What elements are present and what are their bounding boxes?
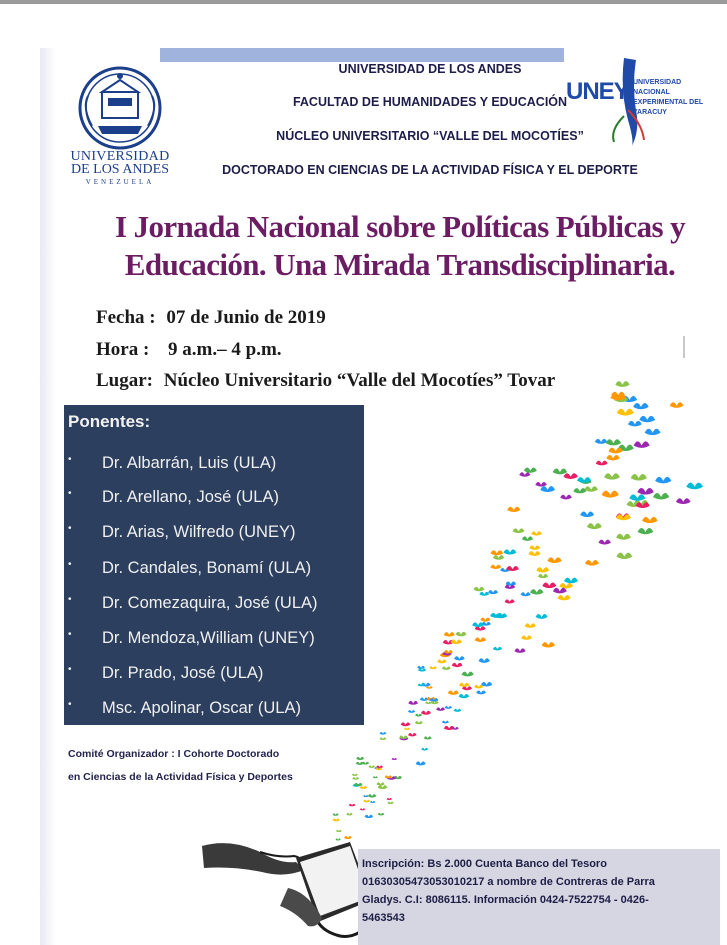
- ponente-name: Dr. Arias, Wilfredo (UNEY): [102, 523, 296, 541]
- uney-subtitle-line2: EXPERIMENTAL DEL YARACUY: [633, 99, 704, 116]
- lugar-value: Núcleo Universitario “Valle del Mocotíes” Tovar: [163, 370, 556, 391]
- bird-icon: [514, 648, 525, 652]
- bird-icon: [542, 582, 556, 588]
- event-title-line2: Educación. Una Mirada Transdisciplinaria.: [124, 247, 676, 282]
- ponente-item: [68, 594, 360, 624]
- bird-icon: [653, 493, 669, 499]
- bird-icon: [536, 567, 549, 572]
- bird-icon: [616, 553, 632, 559]
- bird-icon: [573, 488, 586, 493]
- bird-icon: [475, 637, 486, 642]
- bird-icon: [655, 477, 671, 484]
- bird-icon: [480, 618, 490, 622]
- bullet-icon: •: [68, 488, 72, 499]
- ponente-name: Dr. Albarrán, Luis (ULA): [102, 454, 277, 472]
- bird-icon: [628, 421, 642, 427]
- uney-subtitle: [633, 78, 713, 118]
- bird-icon: [686, 483, 703, 490]
- ponente-name: Dr. Prado, José (ULA): [102, 664, 264, 682]
- bird-icon: [608, 448, 622, 454]
- bird-icon: [365, 815, 374, 818]
- bird-icon: [426, 686, 433, 689]
- registration-info: [362, 855, 718, 927]
- bird-icon: [436, 707, 445, 711]
- hands-with-book-illustration: [200, 828, 375, 940]
- lugar-label: Lugar:: [96, 370, 153, 391]
- bird-icon: [553, 588, 567, 594]
- bird-icon: [538, 574, 548, 578]
- bird-icon: [596, 461, 608, 466]
- bird-icon: [670, 402, 684, 408]
- bird-icon: [442, 666, 451, 670]
- event-time: [96, 339, 282, 361]
- uney-subtitle-line1: UNIVERSIDAD NACIONAL: [633, 79, 682, 96]
- bird-icon: [416, 761, 426, 765]
- bird-icon: [404, 728, 410, 730]
- hora-label: Hora :: [96, 339, 150, 360]
- bird-icon: [380, 737, 387, 740]
- ula-logo-text: [58, 150, 182, 189]
- bird-icon: [584, 486, 598, 492]
- bird-icon: [564, 578, 578, 584]
- bird-icon: [639, 416, 655, 422]
- bird-icon: [373, 776, 378, 778]
- bird-icon: [360, 808, 365, 810]
- bird-icon: [531, 531, 542, 535]
- bird-icon: [493, 647, 502, 651]
- bird-icon: [392, 758, 397, 760]
- bird-icon: [478, 658, 489, 663]
- organizing-committee: [68, 743, 368, 789]
- fecha-value: 07 de Junio de 2019: [166, 307, 326, 328]
- bird-icon: [521, 636, 532, 640]
- bird-icon: [490, 565, 501, 569]
- bird-icon: [602, 491, 619, 498]
- bird-icon: [676, 498, 691, 504]
- header-nucleus: NÚCLEO UNIVERSITARIO “VALLE DEL MOCOTÍES”: [276, 129, 584, 143]
- bird-icon: [445, 706, 452, 709]
- bird-icon: [454, 656, 465, 660]
- bullet-icon: •: [68, 454, 72, 465]
- bird-icon: [615, 381, 629, 387]
- comite-line2: en Ciencias de la Actividad Física y Deportes: [68, 771, 293, 783]
- bullet-icon: •: [68, 699, 72, 710]
- bird-icon: [387, 802, 393, 805]
- bird-icon: [513, 528, 525, 533]
- bullet-icon: •: [68, 664, 72, 675]
- header-university: UNIVERSIDAD DE LOS ANDES: [338, 62, 522, 76]
- registration-line3: Gladys. C.I: 8086115. Información 0424-7522754 - 0426-: [362, 894, 649, 906]
- bird-icon: [459, 694, 470, 698]
- event-title-line1: I Jornada Nacional sobre Políticas Públicas y: [114, 209, 686, 244]
- bird-icon: [474, 685, 483, 689]
- bird-icon: [378, 813, 385, 816]
- header-band: [160, 48, 564, 62]
- ponente-item: [68, 664, 360, 694]
- bird-icon: [606, 439, 621, 445]
- ponente-name: Dr. Arellano, José (ULA): [102, 488, 279, 506]
- bird-icon: [633, 403, 649, 409]
- bird-icon: [536, 614, 548, 619]
- bird-icon: [346, 813, 352, 816]
- bird-icon: [493, 555, 504, 560]
- bird-icon: [442, 721, 449, 724]
- top-border: [0, 0, 727, 4]
- bird-icon: [479, 592, 489, 596]
- bullet-icon: •: [68, 629, 72, 640]
- bird-icon: [437, 660, 447, 664]
- bird-icon: [522, 536, 533, 540]
- bird-icon: [638, 528, 654, 534]
- bird-icon: [376, 782, 384, 785]
- bird-icon: [401, 722, 411, 726]
- bird-icon: [540, 486, 555, 492]
- bird-icon: [559, 583, 573, 589]
- bird-icon: [529, 546, 540, 550]
- header-faculty: FACULTAD DE HUMANIDADES Y EDUCACIÓN: [292, 95, 568, 109]
- bird-icon: [332, 818, 339, 821]
- bird-icon: [553, 469, 567, 475]
- bird-icon: [580, 512, 594, 518]
- bird-icon: [472, 622, 484, 627]
- bird-icon: [461, 672, 473, 677]
- bird-icon: [378, 785, 388, 789]
- ponente-name: Dr. Comezaquira, José (ULA): [102, 594, 318, 612]
- bird-icon: [387, 798, 392, 800]
- bullet-icon: •: [68, 594, 72, 605]
- ula-logo-line3: VENEZUELA: [85, 178, 155, 186]
- ponente-name: Dr. Mendoza,William (UNEY): [102, 629, 315, 647]
- fecha-label: Fecha :: [96, 307, 156, 328]
- bird-icon: [448, 690, 459, 694]
- ponente-item: [68, 523, 360, 553]
- registration-line1: Inscripción: Bs 2.000 Cuenta Banco del Tesoro: [362, 858, 607, 870]
- event-title: [70, 208, 727, 284]
- bird-icon: [634, 441, 650, 447]
- bird-icon: [418, 668, 426, 671]
- ula-logo-line2: DE LOS ANDES: [70, 162, 169, 177]
- bird-icon: [585, 560, 599, 566]
- bird-icon: [547, 557, 561, 563]
- ponente-name: Dr. Candales, Bonamí (ULA): [102, 559, 312, 577]
- bird-icon: [474, 587, 485, 591]
- bird-icon: [560, 495, 572, 500]
- divider-line: [683, 336, 685, 358]
- bird-icon: [505, 599, 515, 603]
- bird-icon: [520, 592, 530, 596]
- bird-icon: [645, 429, 661, 435]
- bird-icon: [542, 642, 555, 647]
- bird-icon: [563, 473, 577, 479]
- registration-line2: 01630305473053010217 a nombre de Contreras de Parra: [362, 876, 655, 888]
- bird-icon: [528, 551, 540, 556]
- bird-icon: [370, 801, 375, 803]
- bird-icon: [415, 721, 423, 724]
- bird-icon: [642, 517, 658, 523]
- bird-icon: [476, 690, 486, 694]
- page-left-shadow: [40, 48, 56, 945]
- bird-icon: [631, 474, 647, 480]
- bird-icon: [459, 683, 470, 687]
- registration-line4: 5463543: [362, 912, 405, 924]
- bird-icon: [408, 701, 418, 705]
- bird-icon: [488, 590, 498, 594]
- bird-icon: [637, 488, 654, 495]
- ponente-item: [68, 488, 360, 518]
- bird-icon: [507, 507, 520, 512]
- bird-icon: [535, 482, 547, 487]
- bird-icon: [408, 710, 415, 713]
- bird-icon: [629, 494, 645, 500]
- bird-icon: [454, 709, 462, 712]
- bird-icon: [368, 794, 377, 797]
- bird-icon: [519, 472, 530, 477]
- bird-icon: [363, 800, 370, 803]
- bird-icon: [606, 455, 619, 460]
- bird-icon: [456, 632, 467, 636]
- bird-icon: [587, 523, 602, 529]
- header-doctorate: DOCTORADO EN CIENCIAS DE LA ACTIVIDAD FÍSICA Y EL DEPORTE: [222, 163, 638, 177]
- uney-acronym: UNEY: [566, 78, 629, 105]
- bullet-icon: •: [68, 559, 72, 570]
- bullet-icon: •: [68, 523, 72, 534]
- bird-icon: [415, 714, 422, 717]
- bird-icon: [363, 795, 368, 797]
- bird-icon: [481, 682, 492, 687]
- comite-line1: Comité Organizador : I Cohorte Doctorado: [68, 748, 280, 760]
- bird-icon: [616, 534, 631, 540]
- bird-icon: [595, 439, 607, 444]
- ponente-item: [68, 629, 360, 659]
- ponentes-title: Ponentes:: [68, 412, 151, 431]
- ponente-item: [68, 559, 360, 589]
- bird-icon: [349, 804, 356, 807]
- bird-icon: [417, 666, 425, 669]
- bird-icon: [408, 733, 417, 736]
- bird-icon: [452, 663, 463, 667]
- ponente-name: Msc. Apolinar, Oscar (ULA): [102, 699, 301, 717]
- event-date: [96, 307, 326, 329]
- bird-icon: [333, 813, 339, 815]
- bird-icon: [525, 623, 536, 628]
- ponente-item: [68, 699, 360, 729]
- bird-icon: [424, 736, 432, 739]
- bird-icon: [429, 666, 437, 669]
- bird-icon: [503, 549, 516, 554]
- bird-icon: [617, 409, 634, 416]
- bird-icon: [368, 765, 375, 768]
- ponente-item: [68, 454, 360, 484]
- bird-icon: [421, 711, 431, 715]
- bird-icon: [380, 732, 387, 735]
- bird-icon: [490, 550, 503, 555]
- bird-icon: [557, 595, 570, 600]
- bird-icon: [425, 701, 431, 704]
- ula-logo-line1: UNIVERSIDAD: [70, 149, 170, 164]
- bird-icon: [444, 632, 455, 636]
- hora-value: 9 a.m.– 4 p.m.: [168, 339, 282, 360]
- bird-icon: [524, 468, 537, 473]
- bird-icon: [421, 748, 428, 751]
- bird-icon: [604, 473, 620, 479]
- bird-icon: [598, 540, 610, 545]
- bird-icon: [530, 589, 543, 594]
